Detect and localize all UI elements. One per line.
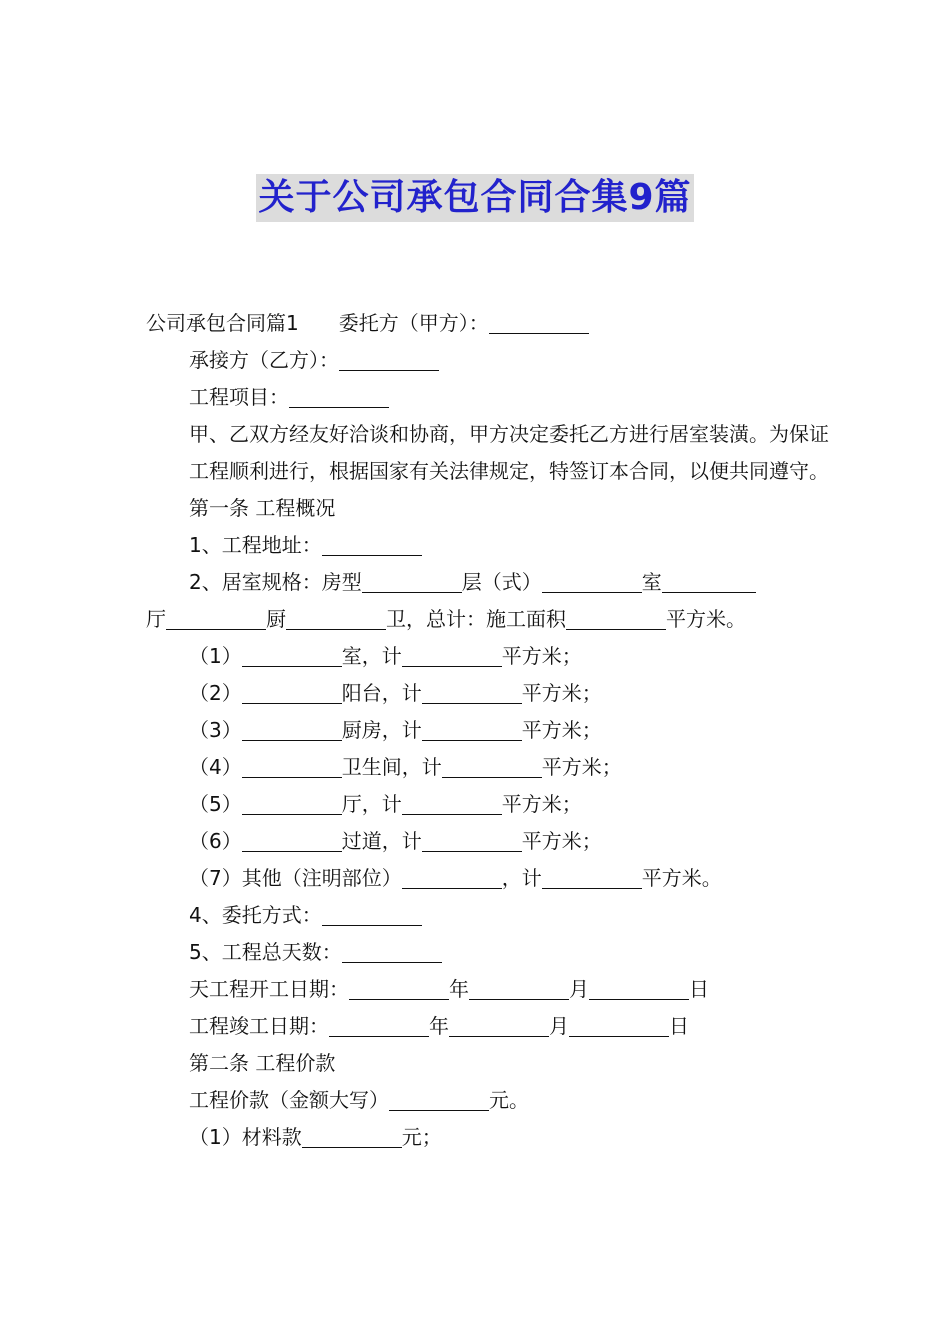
contract-body [146, 305, 834, 1156]
line-item-1 [146, 638, 834, 675]
total-days-label: 5、工程总天数： [189, 940, 342, 964]
item-label: ，计 [501, 866, 542, 890]
yuan-label: 元。 [489, 1088, 529, 1112]
blank-item-5[interactable] [242, 792, 342, 815]
blank-item-5-area[interactable] [402, 792, 502, 815]
blank-floor[interactable] [542, 570, 642, 593]
blank-room[interactable] [662, 570, 756, 593]
blank-address[interactable] [322, 533, 422, 556]
project-label: 工程项目： [189, 385, 289, 409]
blank-end-month[interactable] [449, 1014, 549, 1037]
total-area-label: 卫，总计：施工面积 [386, 607, 566, 631]
blank-start-day[interactable] [589, 977, 689, 1000]
item-unit: 平方米； [521, 681, 602, 705]
blank-item-4-area[interactable] [442, 755, 542, 778]
floor-label: 层（式） [461, 570, 542, 594]
price-label: 工程价款（金额大写） [189, 1088, 389, 1112]
document-title: 关于公司承包合同合集9篇 [256, 174, 693, 222]
line-address [146, 527, 834, 564]
blank-contractor[interactable] [339, 348, 439, 371]
line-room-spec [146, 564, 834, 601]
line-item-2 [146, 675, 834, 712]
blank-end-day[interactable] [569, 1014, 669, 1037]
blank-price[interactable] [389, 1088, 489, 1111]
blank-room-type[interactable] [362, 570, 462, 593]
blank-item-7[interactable] [402, 866, 502, 889]
year-label: 年 [449, 977, 469, 1001]
item-number: （6） [189, 829, 242, 853]
item-unit: 平方米； [521, 718, 602, 742]
contractor-label: 承接方（乙方）： [189, 348, 339, 372]
end-date-label: 工程竣工日期： [189, 1014, 329, 1038]
item-label: 过道，计 [341, 829, 422, 853]
item-unit: 平方米； [501, 792, 582, 816]
item-unit: 平方米； [501, 644, 582, 668]
blank-item-2[interactable] [242, 681, 342, 704]
item-label: 厅，计 [341, 792, 402, 816]
blank-kitchen[interactable] [286, 607, 386, 630]
blank-item-2-area[interactable] [422, 681, 522, 704]
contract-section-title: 公司承包合同篇1 [146, 311, 299, 335]
line-commission [146, 897, 834, 934]
blank-material[interactable] [302, 1125, 402, 1148]
line-item-3 [146, 712, 834, 749]
line-material [146, 1119, 834, 1156]
line-price [146, 1082, 834, 1119]
title-wrap [0, 174, 950, 222]
day-label: 日 [669, 1014, 689, 1038]
item-label: （7）其他（注明部位） [189, 866, 402, 890]
start-date-label: 天工程开工日期： [189, 977, 349, 1001]
paragraph-intro: 甲、乙双方经友好洽谈和协商，甲方决定委托乙方进行居室装潢。为保证工程顺利进行，根据国家有关法律规定，特签订本合同，以便共同遵守。 [189, 422, 829, 483]
line-contract-heading [146, 305, 834, 342]
hall-label: 厅 [146, 607, 166, 631]
month-label: 月 [549, 1014, 569, 1038]
line-item-4 [146, 749, 834, 786]
blank-item-3-area[interactable] [422, 718, 522, 741]
line-item-5 [146, 786, 834, 823]
blank-start-year[interactable] [349, 977, 449, 1000]
blank-item-6[interactable] [242, 829, 342, 852]
blank-start-month[interactable] [469, 977, 569, 1000]
kitchen-label: 厨 [266, 607, 286, 631]
article-2-heading: 第二条 工程价款 [189, 1051, 336, 1075]
blank-item-4[interactable] [242, 755, 342, 778]
blank-total-area[interactable] [566, 607, 666, 630]
sqm-label: 平方米。 [666, 607, 746, 631]
item-number: （3） [189, 718, 242, 742]
line-start-date [146, 971, 834, 1008]
blank-end-year[interactable] [329, 1014, 429, 1037]
blank-item-1[interactable] [242, 644, 342, 667]
item-label: 阳台，计 [341, 681, 422, 705]
blank-item-3[interactable] [242, 718, 342, 741]
blank-item-7-area[interactable] [542, 866, 642, 889]
line-item-7 [146, 860, 834, 897]
material-label: （1）材料款 [189, 1125, 302, 1149]
item-label: 厨房，计 [341, 718, 422, 742]
blank-commission[interactable] [322, 903, 422, 926]
article-1-heading: 第一条 工程概况 [189, 496, 336, 520]
line-contractor [146, 342, 834, 379]
line-total-days [146, 934, 834, 971]
blank-item-6-area[interactable] [422, 829, 522, 852]
blank-item-1-area[interactable] [402, 644, 502, 667]
item-label: 室，计 [341, 644, 402, 668]
item-label: 卫生间，计 [341, 755, 442, 779]
month-label: 月 [569, 977, 589, 1001]
commission-label: 4、委托方式： [189, 903, 322, 927]
item-number: （2） [189, 681, 242, 705]
item-unit: 平方米； [541, 755, 622, 779]
item-number: （4） [189, 755, 242, 779]
blank-project[interactable] [289, 385, 389, 408]
item-unit: 平方米。 [641, 866, 722, 890]
item-unit: 平方米； [521, 829, 602, 853]
line-room-spec-cont [146, 601, 834, 638]
blank-total-days[interactable] [342, 940, 442, 963]
blank-client[interactable] [489, 311, 589, 334]
blank-hall[interactable] [166, 607, 266, 630]
line-item-6 [146, 823, 834, 860]
day-label: 日 [689, 977, 709, 1001]
line-end-date [146, 1008, 834, 1045]
client-label: 委托方（甲方）： [338, 311, 489, 335]
item-number: （1） [189, 644, 242, 668]
item-number: （5） [189, 792, 242, 816]
year-label: 年 [429, 1014, 449, 1038]
address-label: 1、工程地址： [189, 533, 322, 557]
yuan-label: 元； [401, 1125, 442, 1149]
line-project [146, 379, 834, 416]
room-spec-label: 2、居室规格：房型 [189, 570, 362, 594]
room-label: 室 [641, 570, 662, 594]
